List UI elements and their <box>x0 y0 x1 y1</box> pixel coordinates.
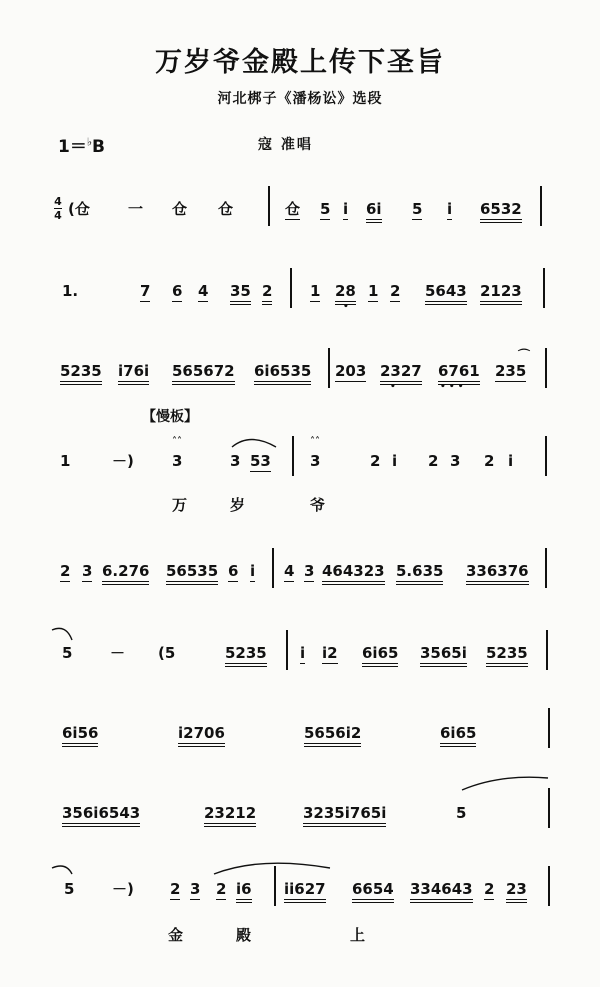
bar-line <box>545 348 547 388</box>
note-token: 336376 <box>466 562 529 585</box>
bar-line <box>545 436 547 476</box>
bar-line <box>328 348 330 388</box>
notation-line-2 <box>0 282 600 342</box>
note-token: 5235 <box>60 362 102 385</box>
note-token: (5 <box>158 644 176 662</box>
note-token: 35 <box>230 282 251 305</box>
note-token: 334643 <box>410 880 473 903</box>
notation-line-6 <box>0 644 600 704</box>
octave-dot: • • • <box>440 382 464 392</box>
note-token: i6 <box>236 880 252 903</box>
lyric-char: 殿 <box>236 926 252 944</box>
note-token: 464323 <box>322 562 385 585</box>
key-signature <box>58 132 105 157</box>
note-token: 2 <box>390 282 401 300</box>
note-token: 1 <box>310 282 321 300</box>
note-token: 4 <box>284 562 295 580</box>
slur-arc <box>214 863 330 874</box>
note-token: 5235 <box>225 644 267 667</box>
page-subtitle: 河北梆子《潘杨讼》选段 <box>217 91 383 107</box>
note-token: 5235 <box>486 644 528 667</box>
bar-line <box>292 436 294 476</box>
note-token: 6 <box>172 282 183 300</box>
octave-dot: • <box>390 382 396 392</box>
bar-line <box>548 708 550 748</box>
note-token: 5 <box>412 200 423 218</box>
note-token: i2 <box>322 644 338 662</box>
key-note: B <box>92 137 106 157</box>
bar-line <box>548 788 550 828</box>
note-token: i2706 <box>178 724 225 747</box>
note-token: 2 <box>60 562 71 580</box>
note-token: 2 <box>484 880 495 898</box>
bar-line <box>540 186 542 226</box>
note-token: 6654 <box>352 880 394 903</box>
note-token: 6i6535 <box>254 362 311 385</box>
note-token: 3 <box>310 452 321 470</box>
note-token: 2 <box>262 282 272 305</box>
slur-arc <box>232 440 276 448</box>
note-token: 5 <box>320 200 331 218</box>
slur-arc <box>52 866 72 874</box>
singer-credit: 寇 准唱 <box>258 137 313 153</box>
bar-line <box>274 866 276 906</box>
bar-line <box>272 548 274 588</box>
notation-line-1 <box>0 200 600 260</box>
page-title: 万岁爷金殿上传下圣旨 <box>155 47 445 78</box>
note-token: 565672 <box>172 362 235 385</box>
note-token: 6 <box>228 562 239 580</box>
note-token: 2 <box>484 452 495 470</box>
ornament-mark: ˄˄ <box>310 436 320 447</box>
note-token: 3 <box>82 562 93 580</box>
note-token: i76i <box>118 362 149 385</box>
note-token: 1 <box>60 452 71 470</box>
note-token: 5.635 <box>396 562 443 585</box>
lyric-char: 岁 <box>230 496 246 514</box>
notation-line-5 <box>0 562 600 622</box>
note-token: 56535 <box>166 562 218 585</box>
note-token: 2 <box>370 452 381 470</box>
lyric-char: 爷 <box>310 496 326 514</box>
note-token: 3 <box>304 562 315 580</box>
notation-line-7 <box>0 724 600 784</box>
note-token: 6i65 <box>362 644 398 667</box>
note-token: 53 <box>250 452 271 470</box>
note-token: 356i6543 <box>62 804 140 827</box>
bar-line <box>290 268 292 308</box>
note-token: i <box>508 452 514 470</box>
note-token: 5 <box>456 804 467 822</box>
note-token: 2 <box>428 452 439 470</box>
note-token: 3 <box>172 452 183 470</box>
note-token: 2 <box>170 880 181 898</box>
octave-dot: • <box>343 302 349 312</box>
time-top: 4 <box>54 195 62 208</box>
note-token: 仓 <box>218 200 234 218</box>
note-token: 1. <box>62 282 79 300</box>
time-bottom: 4 <box>54 209 62 222</box>
note-token: i <box>447 200 453 218</box>
slur-arc <box>52 628 72 640</box>
note-token: 6761 <box>438 362 480 385</box>
key-prefix: 1＝ <box>58 137 87 157</box>
note-token: 203 <box>335 362 367 380</box>
ornament-mark: ˄˄ <box>172 436 182 447</box>
note-token: 7 <box>140 282 151 300</box>
notation-line-9 <box>0 880 600 940</box>
note-token: －) <box>112 880 134 898</box>
note-token: 1 <box>368 282 379 300</box>
note-token: 23 <box>506 880 527 903</box>
bar-line <box>546 630 548 670</box>
note-token: 6i <box>366 200 382 223</box>
bar-line <box>543 268 545 308</box>
note-token: 235 <box>495 362 527 380</box>
note-token: 3 <box>450 452 461 470</box>
tempo-mark: 【慢板】 <box>142 409 198 425</box>
note-token: 2123 <box>480 282 522 305</box>
note-token: 28 <box>335 282 356 305</box>
note-token: i <box>250 562 256 580</box>
notation-line-8 <box>0 804 600 864</box>
bar-line <box>545 548 547 588</box>
note-token: 5656i2 <box>304 724 361 747</box>
note-token: 2327 <box>380 362 422 385</box>
note-token: －) <box>112 452 134 470</box>
bar-line <box>268 186 270 226</box>
bar-line <box>286 630 288 670</box>
note-token: 一 <box>128 200 144 218</box>
note-token: i <box>300 644 306 662</box>
notation-line-3 <box>0 348 600 422</box>
lyric-char: 上 <box>350 926 366 944</box>
note-token: 5643 <box>425 282 467 305</box>
note-token: 3 <box>190 880 201 898</box>
note-token: 6i65 <box>440 724 476 747</box>
note-token: i <box>392 452 398 470</box>
note-token: 3565i <box>420 644 467 667</box>
note-token: i <box>343 200 349 218</box>
note-token: ii627 <box>284 880 326 903</box>
note-token: 5 <box>64 880 75 898</box>
note-token: 6532 <box>480 200 522 223</box>
key-flat: ♭ <box>86 135 93 149</box>
note-token: 6.276 <box>102 562 149 585</box>
note-token: 仓 <box>172 200 188 218</box>
note-token: 5 <box>62 644 73 662</box>
lyric-char: 万 <box>172 496 188 514</box>
notation-line-4 <box>0 436 600 512</box>
note-token: 仓 <box>285 200 301 218</box>
note-token: (仓 <box>68 200 90 218</box>
note-token: 6i56 <box>62 724 98 747</box>
note-token: 4 <box>198 282 209 300</box>
fermata: ⌒ <box>518 348 531 362</box>
bar-line <box>548 866 550 906</box>
note-token: 2 <box>216 880 227 898</box>
note-token: － <box>110 644 126 662</box>
lyric-char: 金 <box>168 926 184 944</box>
note-token: 3235i765i <box>303 804 386 827</box>
note-token: 23212 <box>204 804 256 827</box>
note-token: 3 <box>230 452 241 470</box>
